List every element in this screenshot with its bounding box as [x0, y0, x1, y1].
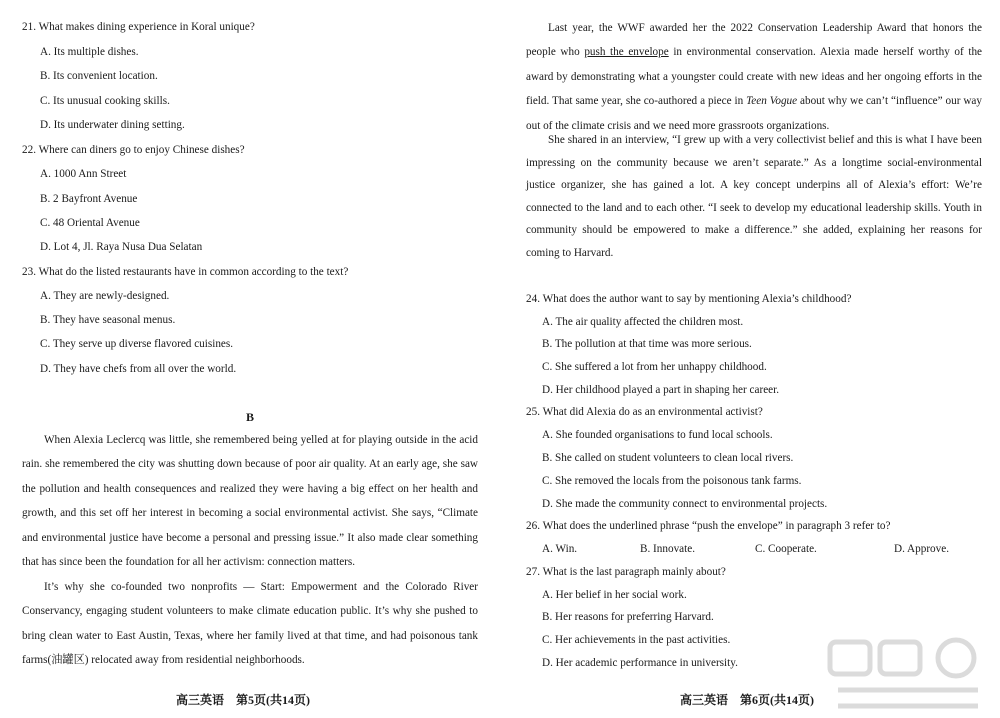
magazine-title: Teen Vogue [746, 95, 798, 108]
paragraph-3 [526, 16, 982, 138]
q27-option-c: C. Her achievements in the past activities. [542, 634, 731, 646]
q24-option-d: D. Her childhood played a part in shaping her career. [542, 384, 780, 396]
q27-option-a: A. Her belief in her social work. [542, 589, 687, 601]
q25-option-b: B. She called on student volunteers to clean local rivers. [542, 452, 794, 464]
q25-option-d: D. She made the community connect to environmental projects. [542, 498, 828, 510]
page-footer-right: 高三英语 第6页(共14页) [680, 693, 814, 707]
q23-option-c: C. They serve up diverse flavored cuisines. [40, 338, 234, 350]
question-21-stem: 21. What makes dining experience in Koral unique? [22, 21, 255, 33]
page-footer-left: 高三英语 第5页(共14页) [176, 693, 310, 707]
q27-option-d: D. Her academic performance in university. [542, 657, 738, 669]
question-26-stem: 26. What does the underlined phrase “push the envelope” in paragraph 3 refer to? [526, 520, 891, 532]
q23-option-b: B. They have seasonal menus. [40, 314, 176, 326]
paragraph-1: When Alexia Leclercq was little, she remembered being yelled at for playing outside in the acid rain. she remembered the city was shutting down because of poor air quality. At an early age, she saw the pollution and health consequences and realized they were having a big effect on her health and growth, and this set off her interest in becoming a social environmental activist. She says, “Climate and environmental justice have become a personal and pressing issue.” It also made clear something that has since been the foundation for all her activism: connection matters. [22, 434, 478, 569]
q25-option-c: C. She removed the locals from the poisonous tank farms. [542, 475, 802, 487]
section-letter: B [246, 410, 255, 424]
q25-option-a: A. She founded organisations to fund local schools. [542, 429, 773, 441]
underlined-phrase: push the envelope [584, 46, 669, 59]
paragraph-3-text-a: Last year, the WWF awarded her the 2022 Conservation Leadership Award that honors the people who [526, 22, 982, 59]
q26-option-a: A. Win. [542, 543, 578, 555]
q26-option-c: C. Cooperate. [755, 543, 817, 555]
q23-option-d: D. They have chefs from all over the world. [40, 363, 237, 375]
q24-option-b: B. The pollution at that time was more serious. [542, 338, 752, 350]
paragraph-2: It’s why she co-founded two nonprofits — Start: Empowerment and the Colorado River Conservancy, engaging student volunteers to make climate education public. It’s why she pushed to bring clean water to East Austin, Texas, where her family lived at that time, and had poisonous tank farms(油罐区) relocated away from residential neighborhoods. [22, 581, 478, 667]
q21-option-a: A. Its multiple dishes. [40, 46, 139, 58]
question-23-stem: 23. What do the listed restaurants have in common according to the text? [22, 266, 349, 278]
q26-option-b: B. Innovate. [640, 543, 695, 555]
q23-option-a: A. They are newly-designed. [40, 290, 170, 302]
right-page [500, 0, 1000, 718]
q22-option-b: B. 2 Bayfront Avenue [40, 193, 138, 205]
question-22-stem: 22. Where can diners go to enjoy Chinese dishes? [22, 144, 245, 156]
paragraph-4: She shared in an interview, “I grew up with a very collectivist belief and this is what I have been impressing on the community because we aren’t separate.” As a longtime social-environmental justice organizer, she has gained a lot. A key concept underpins all of Alexia’s effort: We’re connected to the land and to each other. “I seek to develop my educational leadership skills. Youth in community should be empowered to make a difference.” she added, explaining her reasons for coming to Harvard. [526, 134, 982, 259]
watermark-logo [824, 634, 994, 716]
q21-option-b: B. Its convenient location. [40, 70, 158, 82]
q22-option-d: D. Lot 4, Jl. Raya Nusa Dua Selatan [40, 241, 203, 253]
paragraph-3-text-b: in environmental conservation. Alexia made herself worthy of the award by demonstrating what a youngster could create with new ideas and her ongoing efforts in the field. That same year, she co-authored a piece in [526, 46, 983, 108]
q26-option-d: D. Approve. [894, 543, 949, 555]
question-27-stem: 27. What is the last paragraph mainly about? [526, 566, 726, 578]
q22-option-c: C. 48 Oriental Avenue [40, 217, 140, 229]
question-25-stem: 25. What did Alexia do as an environmental activist? [526, 406, 763, 418]
q21-option-d: D. Its underwater dining setting. [40, 119, 185, 131]
q21-option-c: C. Its unusual cooking skills. [40, 95, 170, 107]
question-24-stem: 24. What does the author want to say by mentioning Alexia’s childhood? [526, 293, 852, 305]
q27-option-b: B. Her reasons for preferring Harvard. [542, 611, 714, 623]
q22-option-a: A. 1000 Ann Street [40, 168, 127, 180]
paragraph-3-text-c: about why we can’t “influence” our way out of the climate crisis and we need more grassroots organizations. [526, 95, 982, 132]
q24-option-a: A. The air quality affected the children most. [542, 316, 744, 328]
q24-option-c: C. She suffered a lot from her unhappy childhood. [542, 361, 767, 373]
